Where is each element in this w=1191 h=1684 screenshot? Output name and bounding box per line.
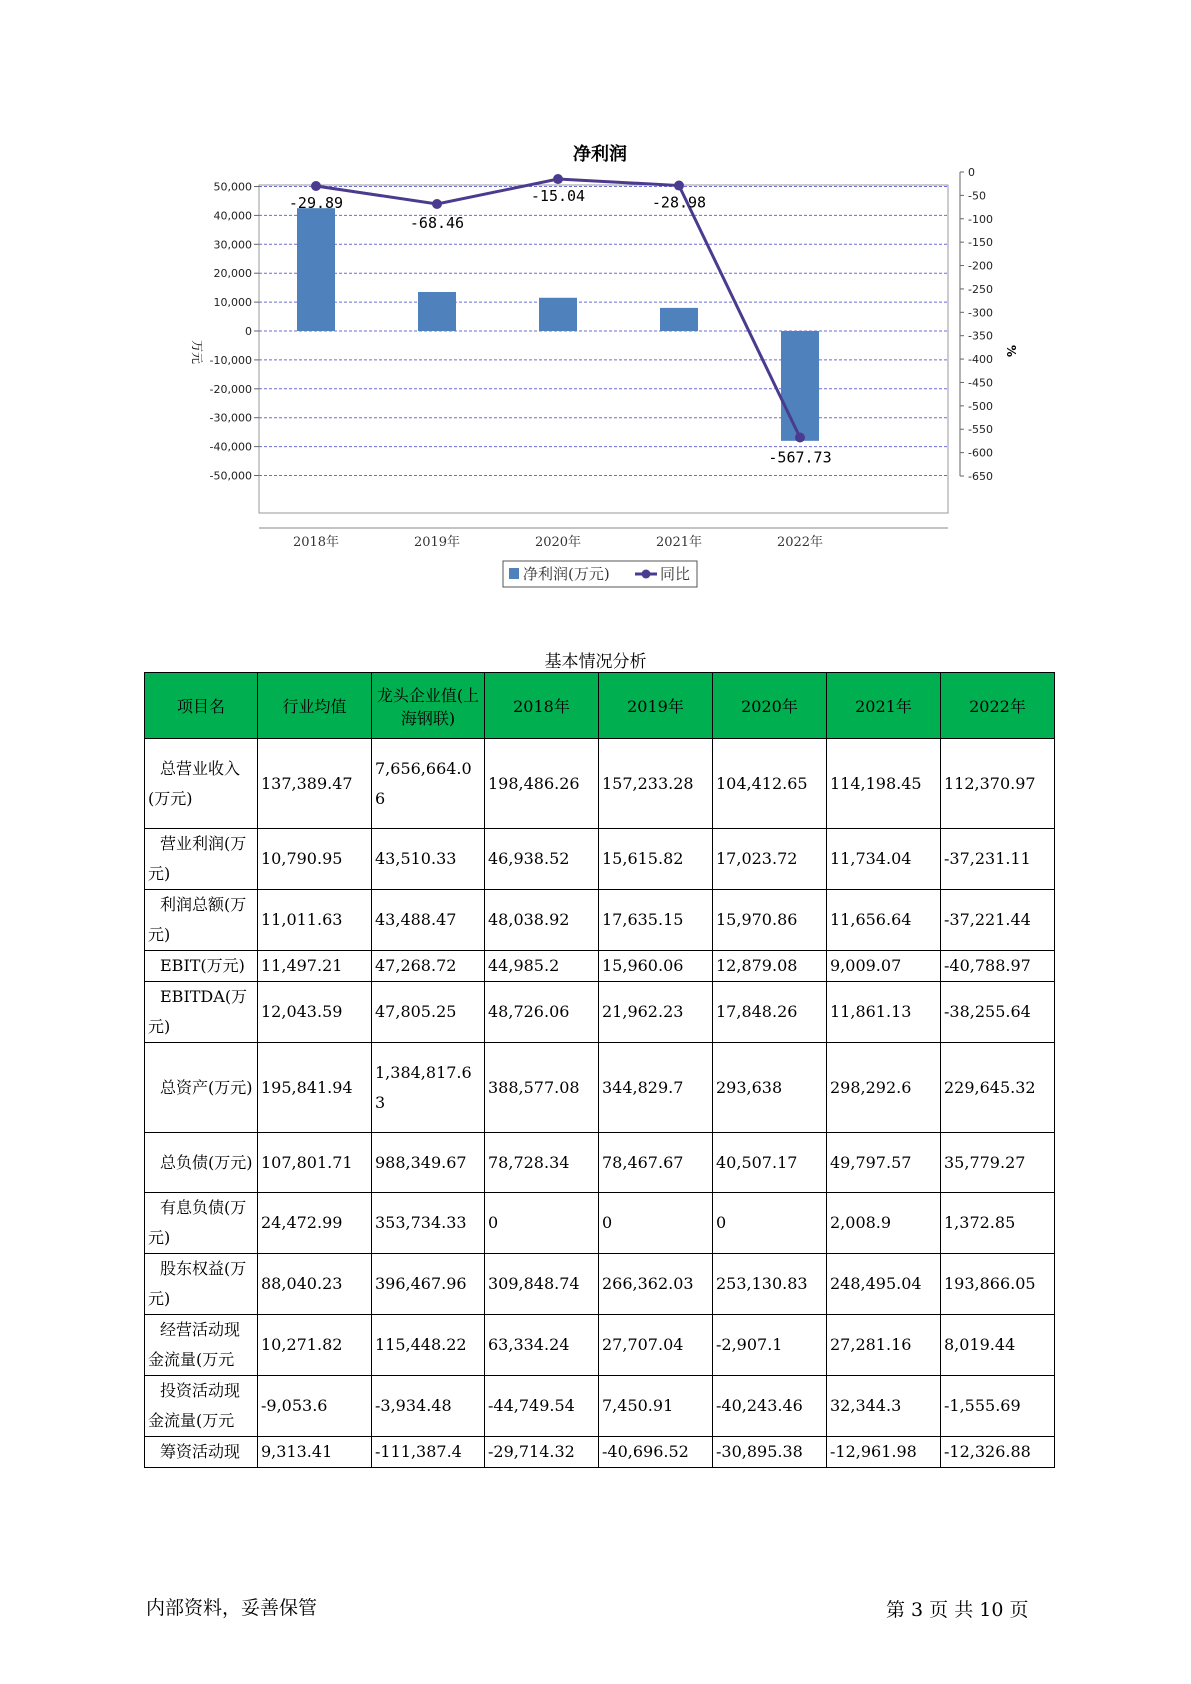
table-cell: -44,749.54 xyxy=(485,1376,599,1437)
table-cell: -40,788.97 xyxy=(941,951,1055,982)
table-cell: 344,829.7 xyxy=(599,1043,713,1133)
table-cell: 114,198.45 xyxy=(827,739,941,829)
table-cell: 157,233.28 xyxy=(599,739,713,829)
table-row xyxy=(145,982,1055,1043)
row-label-cell: 营业利润(万元) xyxy=(145,829,258,890)
table-cell: -30,895.38 xyxy=(713,1437,827,1468)
table-row xyxy=(145,739,1055,829)
bar-net-profit xyxy=(539,298,577,331)
table-cell: 11,656.64 xyxy=(827,890,941,951)
table-cell: 24,472.99 xyxy=(258,1193,372,1254)
table-cell: 15,970.86 xyxy=(713,890,827,951)
y-left-tick-label: 10,000 xyxy=(213,296,252,310)
legend-line-marker xyxy=(642,570,651,579)
y-left-tick-label: -50,000 xyxy=(209,469,252,483)
table-cell: 11,861.13 xyxy=(827,982,941,1043)
table-cell: 32,344.3 xyxy=(827,1376,941,1437)
table-cell: 46,938.52 xyxy=(485,829,599,890)
y-left-axis-label: 万元 xyxy=(190,339,204,365)
bar-net-profit xyxy=(660,308,698,331)
table-cell: 15,960.06 xyxy=(599,951,713,982)
table-cell: 107,801.71 xyxy=(258,1133,372,1193)
table-cell: 17,023.72 xyxy=(713,829,827,890)
table-cell: 396,467.96 xyxy=(372,1254,485,1315)
table-cell: -2,907.1 xyxy=(713,1315,827,1376)
table-cell: -29,714.32 xyxy=(485,1437,599,1468)
table-cell: 137,389.47 xyxy=(258,739,372,829)
table-cell: 43,488.47 xyxy=(372,890,485,951)
table-cell: 11,497.21 xyxy=(258,951,372,982)
table-cell: 27,281.16 xyxy=(827,1315,941,1376)
chart-title: 净利润 xyxy=(573,144,627,165)
table-cell: 12,879.08 xyxy=(713,951,827,982)
table-cell: 48,038.92 xyxy=(485,890,599,951)
header-cell: 2019年 xyxy=(599,673,713,739)
table-cell: 35,779.27 xyxy=(941,1133,1055,1193)
table-cell: 0 xyxy=(713,1193,827,1254)
header-cell: 2018年 xyxy=(485,673,599,739)
yoy-data-label: -567.73 xyxy=(768,448,832,467)
table-cell: -9,053.6 xyxy=(258,1376,372,1437)
row-label-cell: 筹资活动现 xyxy=(145,1437,258,1468)
y-left-tick-label: -10,000 xyxy=(209,353,252,367)
footer-confidential-note: 内部资料，妥善保管 xyxy=(146,1597,318,1619)
table-cell: 11,734.04 xyxy=(827,829,941,890)
y-left-tick-label: 30,000 xyxy=(213,238,252,252)
x-tick-label: 2020年 xyxy=(534,535,582,550)
y-right-axis-label: % xyxy=(1004,344,1018,358)
row-label-cell: EBITDA(万元) xyxy=(145,982,258,1043)
table-cell: 266,362.03 xyxy=(599,1254,713,1315)
table-cell: 10,790.95 xyxy=(258,829,372,890)
net-profit-chart xyxy=(0,0,1191,600)
table-cell: -40,696.52 xyxy=(599,1437,713,1468)
y-right-tick-label: -250 xyxy=(968,282,993,296)
table-cell: 248,495.04 xyxy=(827,1254,941,1315)
table-cell: 21,962.23 xyxy=(599,982,713,1043)
y-left-tick-label: -30,000 xyxy=(209,411,252,425)
yoy-data-label: -15.04 xyxy=(530,187,586,206)
y-left-tick-label: -40,000 xyxy=(209,440,252,454)
table-cell: 9,009.07 xyxy=(827,951,941,982)
table-cell: 78,728.34 xyxy=(485,1133,599,1193)
row-label-cell: EBIT(万元) xyxy=(145,951,258,982)
row-label-cell: 总负债(万元) xyxy=(145,1133,258,1193)
table-cell: 198,486.26 xyxy=(485,739,599,829)
y-right-tick-label: 0 xyxy=(968,166,975,179)
y-left-tick-label: -20,000 xyxy=(209,382,252,396)
table-cell: 48,726.06 xyxy=(485,982,599,1043)
yoy-point xyxy=(674,181,684,191)
table-cell: 7,656,664.06 xyxy=(372,739,485,829)
table-caption: 基本情况分析 xyxy=(544,652,647,672)
basic-analysis-table xyxy=(144,672,1055,1468)
header-cell: 2021年 xyxy=(827,673,941,739)
table-cell: 12,043.59 xyxy=(258,982,372,1043)
header-cell: 2020年 xyxy=(713,673,827,739)
header-cell: 项目名 xyxy=(145,673,258,739)
table-cell: -12,326.88 xyxy=(941,1437,1055,1468)
table-cell: 195,841.94 xyxy=(258,1043,372,1133)
y-right-tick-label: -500 xyxy=(968,399,993,413)
y-right-tick-label: -350 xyxy=(968,329,993,343)
table-cell: 47,268.72 xyxy=(372,951,485,982)
y-left-tick-label: 50,000 xyxy=(213,180,252,194)
table-cell: 43,510.33 xyxy=(372,829,485,890)
table-cell: 353,734.33 xyxy=(372,1193,485,1254)
table-cell: 309,848.74 xyxy=(485,1254,599,1315)
header-cell: 行业均值 xyxy=(258,673,372,739)
table-cell: 193,866.05 xyxy=(941,1254,1055,1315)
table-row xyxy=(145,1043,1055,1133)
legend-line-label: 同比 xyxy=(660,565,691,583)
bar-net-profit xyxy=(418,292,456,331)
table-cell: 27,707.04 xyxy=(599,1315,713,1376)
table-cell: 112,370.97 xyxy=(941,739,1055,829)
table-cell: 10,271.82 xyxy=(258,1315,372,1376)
y-left-tick-label: 40,000 xyxy=(213,209,252,223)
table-cell: 388,577.08 xyxy=(485,1043,599,1133)
y-left-tick-label: 0 xyxy=(245,325,252,338)
row-label-cell: 有息负债(万元) xyxy=(145,1193,258,1254)
table-row xyxy=(145,890,1055,951)
table-cell: 8,019.44 xyxy=(941,1315,1055,1376)
table-cell: 1,372.85 xyxy=(941,1193,1055,1254)
table-cell: 15,615.82 xyxy=(599,829,713,890)
table-cell: 104,412.65 xyxy=(713,739,827,829)
yoy-point xyxy=(795,433,805,443)
table-cell: -37,221.44 xyxy=(941,890,1055,951)
table-row xyxy=(145,829,1055,890)
y-right-tick-label: -600 xyxy=(968,446,993,460)
table-row xyxy=(145,1376,1055,1437)
table-row xyxy=(145,1254,1055,1315)
table-row xyxy=(145,1133,1055,1193)
y-right-tick-label: -650 xyxy=(968,470,993,483)
x-tick-label: 2019年 xyxy=(413,535,461,550)
y-right-tick-label: -150 xyxy=(968,236,993,250)
table-cell: 17,848.26 xyxy=(713,982,827,1043)
table-cell: 44,985.2 xyxy=(485,951,599,982)
table-row xyxy=(145,1193,1055,1254)
legend-bar-swatch xyxy=(509,568,519,579)
table-cell: 78,467.67 xyxy=(599,1133,713,1193)
legend-bar-label: 净利润(万元) xyxy=(523,565,610,583)
y-left-tick-label: 20,000 xyxy=(213,267,252,281)
table-row xyxy=(145,951,1055,982)
table-cell: 63,334.24 xyxy=(485,1315,599,1376)
chart-legend xyxy=(503,561,697,587)
table-cell: 11,011.63 xyxy=(258,890,372,951)
header-cell: 2022年 xyxy=(941,673,1055,739)
table-cell: -1,555.69 xyxy=(941,1376,1055,1437)
table-cell: 40,507.17 xyxy=(713,1133,827,1193)
table-cell: -40,243.46 xyxy=(713,1376,827,1437)
table-cell: 988,349.67 xyxy=(372,1133,485,1193)
table-cell: 229,645.32 xyxy=(941,1043,1055,1133)
table-row xyxy=(145,1437,1055,1468)
yoy-data-label: -29.89 xyxy=(288,193,344,212)
row-label-cell: 经营活动现金流量(万元 xyxy=(145,1315,258,1376)
x-tick-label: 2018年 xyxy=(292,535,340,550)
table-header-row xyxy=(145,673,1055,739)
table-cell: 2,008.9 xyxy=(827,1193,941,1254)
row-label-cell: 股东权益(万元) xyxy=(145,1254,258,1315)
table-cell: -37,231.11 xyxy=(941,829,1055,890)
bar-net-profit xyxy=(297,208,335,331)
table-cell: -3,934.48 xyxy=(372,1376,485,1437)
y-right-tick-label: -550 xyxy=(968,423,993,437)
table-cell: -111,387.4 xyxy=(372,1437,485,1468)
footer-page-number: 第 3 页 共 10 页 xyxy=(886,1599,1029,1621)
table-cell: 49,797.57 xyxy=(827,1133,941,1193)
row-label-cell: 总营业收入(万元) xyxy=(145,739,258,829)
header-cell: 龙头企业值(上海钢联) xyxy=(372,673,485,739)
table-cell: 1,384,817.63 xyxy=(372,1043,485,1133)
x-tick-label: 2022年 xyxy=(776,535,824,550)
table-cell: 253,130.83 xyxy=(713,1254,827,1315)
row-label-cell: 投资活动现金流量(万元 xyxy=(145,1376,258,1437)
yoy-data-label: -68.46 xyxy=(409,214,465,233)
y-right-tick-label: -200 xyxy=(968,259,993,273)
bar-net-profit xyxy=(781,331,819,441)
y-right-tick-label: -100 xyxy=(968,212,993,226)
table-cell: 298,292.6 xyxy=(827,1043,941,1133)
x-tick-label: 2021年 xyxy=(655,535,703,550)
yoy-point xyxy=(432,199,442,209)
table-cell: -12,961.98 xyxy=(827,1437,941,1468)
table-cell: 293,638 xyxy=(713,1043,827,1133)
table-cell: -38,255.64 xyxy=(941,982,1055,1043)
table-cell: 17,635.15 xyxy=(599,890,713,951)
table-cell: 0 xyxy=(485,1193,599,1254)
plot-area xyxy=(259,185,948,513)
yoy-data-label: -28.98 xyxy=(651,193,707,212)
yoy-point xyxy=(553,174,563,184)
table-row xyxy=(145,1315,1055,1376)
yoy-point xyxy=(311,181,321,191)
y-right-tick-label: -450 xyxy=(968,376,993,390)
row-label-cell: 总资产(万元) xyxy=(145,1043,258,1133)
table-cell: 9,313.41 xyxy=(258,1437,372,1468)
table-cell: 115,448.22 xyxy=(372,1315,485,1376)
table-cell: 47,805.25 xyxy=(372,982,485,1043)
row-label-cell: 利润总额(万元) xyxy=(145,890,258,951)
table-cell: 88,040.23 xyxy=(258,1254,372,1315)
y-right-tick-label: -400 xyxy=(968,353,993,367)
y-right-tick-label: -300 xyxy=(968,306,993,320)
table-cell: 0 xyxy=(599,1193,713,1254)
y-right-tick-label: -50 xyxy=(968,189,986,203)
table-cell: 7,450.91 xyxy=(599,1376,713,1437)
